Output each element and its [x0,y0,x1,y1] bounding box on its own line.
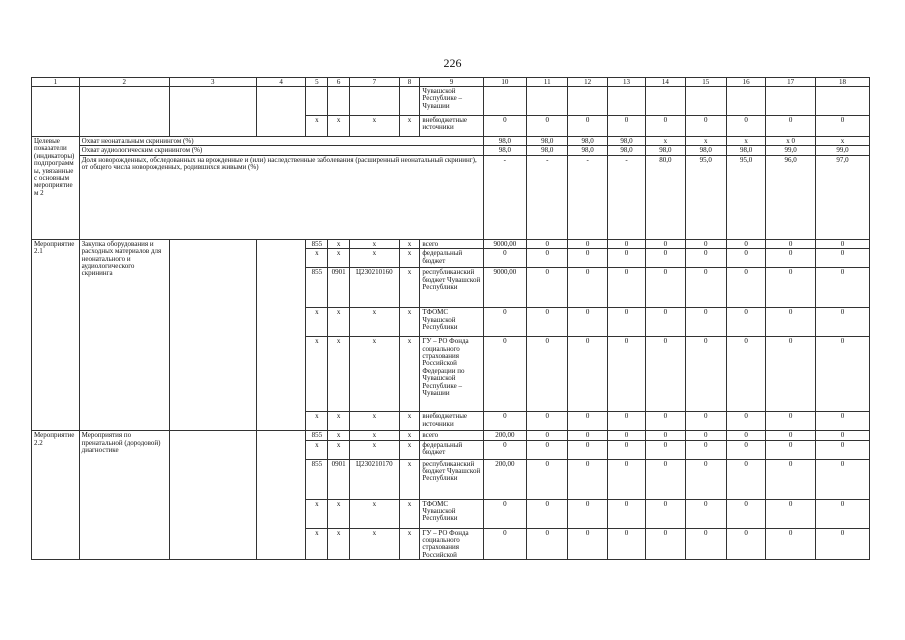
funding-source: всего [420,239,483,248]
table-cell: 0 [646,499,685,528]
table-cell: 0901 [328,459,350,499]
table-cell: 0 [766,459,816,499]
table-cell: 0 [816,337,870,412]
column-header: 16 [726,78,765,87]
table-cell: x [306,116,328,137]
table-cell [328,87,350,116]
table-cell: 0 [646,337,685,412]
indicator-text: Доля новорожденных, обследованных на врожденные и (или) наследственные заболевания (расширенный неонатальный скрининг), от общего числа новорожденных, родившихся живыми (%) [79,155,483,239]
table-cell: 9000,00 [483,239,527,248]
table-cell: 0 [646,308,685,337]
funding-source: федеральный бюджет [420,249,483,268]
table-cell [169,87,256,137]
funding-source: республиканский бюджет Чувашской Республики [420,268,483,308]
table-cell: 0 [483,412,527,431]
table-row [32,137,870,146]
table-row [32,155,870,239]
table-cell: 0 [527,499,568,528]
table-cell: 0 [646,440,685,459]
column-header: 14 [646,78,685,87]
table-cell: x [349,308,399,337]
table-cell: x [399,268,420,308]
table-cell: 0 [816,440,870,459]
table-row [32,239,870,248]
table-cell: x [726,137,765,146]
table-cell: 855 [306,239,328,248]
table-cell: 855 [306,431,328,440]
table-cell: 98,0 [483,146,527,155]
table-cell: x [349,249,399,268]
table-cell [32,87,80,137]
table-cell: x [399,528,420,560]
table-cell: 0 [685,116,726,137]
table-cell: x [328,528,350,560]
table-cell: x [399,431,420,440]
table-cell: 0 [685,412,726,431]
table-cell: 0 [685,431,726,440]
table-cell: 98,0 [483,137,527,146]
table-cell: 0 [766,440,816,459]
table-cell: 0 [527,431,568,440]
table-cell: 0 [607,459,645,499]
table-cell: x [306,440,328,459]
table-cell: 97,0 [816,155,870,239]
table-cell: 0 [766,116,816,137]
table-cell: 0 [607,528,645,560]
table-cell: x [349,528,399,560]
table-cell: 0 [607,412,645,431]
funding-source: внебюджетные источники [420,412,483,431]
table-cell: x [685,137,726,146]
table-cell: 0 [483,249,527,268]
table-cell: 0 [766,308,816,337]
indicator-text: Охват аудиологическим скринингом (%) [79,146,483,155]
table-cell: x [399,440,420,459]
table-cell: 0 [483,308,527,337]
column-header: 17 [766,78,816,87]
table-cell: 0 [527,459,568,499]
table-cell: 0 [816,249,870,268]
table-cell: 0 [527,528,568,560]
table-cell: 0 [816,459,870,499]
table-cell: 80,0 [646,155,685,239]
table-cell: x [349,239,399,248]
funding-source: федеральный бюджет [420,440,483,459]
table-cell: 0 [527,116,568,137]
table-cell: 0 [607,337,645,412]
table-cell: 855 [306,459,328,499]
table-cell: 0 [568,239,607,248]
table-cell [766,87,816,116]
table-cell: 0 [726,412,765,431]
table-cell: 0 [527,337,568,412]
table-cell: 0 [483,499,527,528]
table-cell: 0 [483,440,527,459]
table-cell: 98,0 [685,146,726,155]
table-cell: 0 [726,239,765,248]
table-cell: 0 [646,249,685,268]
table-cell: Чувашской Республике – Чувашии [420,87,483,116]
table-cell: 0 [685,499,726,528]
table-cell: x [349,440,399,459]
table-cell [256,87,306,137]
column-header: 10 [483,78,527,87]
table-cell: 0 [685,308,726,337]
table-cell: x [328,499,350,528]
column-header: 6 [328,78,350,87]
table-cell: 0 [726,528,765,560]
table-cell: 0 [816,499,870,528]
table-cell: 0 [816,308,870,337]
table-cell [79,87,169,137]
table-cell: 0 [816,431,870,440]
funding-source: ТФОМС Чувашской Республики [420,499,483,528]
table-cell: 98,0 [527,146,568,155]
table-cell: x [349,337,399,412]
table-cell: - [527,155,568,239]
table-cell: 0 [646,459,685,499]
table-cell: 99,0 [816,146,870,155]
table-cell: 0 [568,308,607,337]
table-cell: - [607,155,645,239]
table-cell: 98,0 [568,137,607,146]
table-cell: 98,0 [726,146,765,155]
table-cell: 0 [726,440,765,459]
table-cell: 0 [766,499,816,528]
table-cell: x [328,337,350,412]
table-cell: 0 [646,528,685,560]
table-cell: x [816,137,870,146]
table-cell [169,431,256,560]
table-cell: 0 [527,268,568,308]
table-cell: x 0 [766,137,816,146]
table-cell: 98,0 [568,146,607,155]
measure-label: Мероприятие 2.2 [32,431,80,560]
table-cell: x [306,499,328,528]
table-cell: 0 [816,239,870,248]
table-cell [306,87,328,116]
table-cell: 0 [685,440,726,459]
table-cell: 0 [607,249,645,268]
table-cell: 0 [646,116,685,137]
targets-label: Целевые показатели (индикаторы) подпрограммы, увязанные с основным мероприятием 2 [32,137,80,240]
table-cell: x [328,116,350,137]
table-cell [483,87,527,116]
column-header: 4 [256,78,306,87]
table-cell [568,87,607,116]
table-cell: 0 [527,412,568,431]
table-cell: 0 [568,459,607,499]
table-cell: 0 [568,528,607,560]
table-cell: 0 [816,528,870,560]
table-cell: 0 [646,239,685,248]
table-cell: x [328,308,350,337]
table-cell: 0 [483,116,527,137]
table-cell: 0 [646,268,685,308]
table-row [32,431,870,440]
table-cell: 0 [726,308,765,337]
table-cell: x [306,412,328,431]
table-cell: 0 [766,239,816,248]
table-cell: x [349,431,399,440]
table-row [32,87,870,116]
table-cell: 0 [685,459,726,499]
table-cell [349,87,399,116]
table-row [32,146,870,155]
table-cell: x [306,337,328,412]
table-cell: 0 [726,337,765,412]
table-cell: 0 [685,249,726,268]
table-cell: 0 [527,308,568,337]
program-table [31,77,870,560]
column-header: 9 [420,78,483,87]
table-cell: 0901 [328,268,350,308]
column-header: 7 [349,78,399,87]
table-cell [685,87,726,116]
table-cell [726,87,765,116]
table-cell [256,431,306,560]
table-cell: 0 [766,268,816,308]
table-cell [256,239,306,430]
table-cell [527,87,568,116]
table-cell: 96,0 [766,155,816,239]
table-cell: 0 [568,431,607,440]
table-cell: x [306,249,328,268]
column-header: 5 [306,78,328,87]
table-cell: 0 [527,239,568,248]
table-cell: 0 [568,268,607,308]
funding-source: ГУ – РО Фонда социального страхования Российской Федерации по Чувашской Республике – Чувашии [420,337,483,412]
table-cell: 0 [483,337,527,412]
table-cell: x [399,499,420,528]
table-cell [169,239,256,430]
table-cell: x [646,137,685,146]
table-cell: 0 [607,499,645,528]
measure-title: Мероприятия по пренатальной (дородовой) диагностике [79,431,169,560]
table-cell: 0 [607,440,645,459]
table-cell: 0 [766,431,816,440]
table-cell: x [349,499,399,528]
table-cell [607,87,645,116]
table-cell: 0 [483,528,527,560]
table-cell: 0 [568,412,607,431]
table-cell: x [399,412,420,431]
table-cell: - [568,155,607,239]
table-cell: 0 [646,412,685,431]
column-header: 18 [816,78,870,87]
table-cell: x [328,412,350,431]
table-cell: 0 [766,528,816,560]
table-cell: - [483,155,527,239]
table-cell [816,87,870,116]
page-number: 226 [443,56,462,70]
table-cell: x [328,440,350,459]
table-cell: 0 [685,337,726,412]
table-cell: 98,0 [527,137,568,146]
column-header: 12 [568,78,607,87]
table-cell: 200,00 [483,431,527,440]
table-cell: 0 [607,116,645,137]
table-cell: x [399,249,420,268]
table-cell: x [328,249,350,268]
table-cell: 0 [726,431,765,440]
column-header: 11 [527,78,568,87]
table-cell [646,87,685,116]
table-cell: 0 [568,116,607,137]
table-cell: 0 [685,268,726,308]
table-cell: 0 [685,528,726,560]
table-cell: x [399,239,420,248]
funding-source: всего [420,431,483,440]
table-cell: 98,0 [607,137,645,146]
funding-source: ГУ – РО Фонда социального страхования Российской [420,528,483,560]
table-cell: 0 [607,431,645,440]
table-cell: внебюджетные источники [420,116,483,137]
table-cell: x [349,116,399,137]
table-cell: 98,0 [646,146,685,155]
column-header: 15 [685,78,726,87]
column-header: 1 [32,78,80,87]
column-header: 2 [79,78,169,87]
table-cell: 99,0 [766,146,816,155]
table-cell: 98,0 [607,146,645,155]
table-row [32,78,870,87]
table-cell: 855 [306,268,328,308]
table-cell: 0 [568,440,607,459]
table-cell: x [349,412,399,431]
table-cell: 0 [685,239,726,248]
table-cell: 0 [527,440,568,459]
table-cell: 0 [766,412,816,431]
table-cell: 0 [568,499,607,528]
table-cell: x [306,308,328,337]
table-cell: 9000,00 [483,268,527,308]
column-header: 13 [607,78,645,87]
table-cell: 0 [607,268,645,308]
table-cell: Ц230210160 [349,268,399,308]
table-cell: 0 [816,268,870,308]
table-cell: 0 [726,499,765,528]
table-cell: Ц230210170 [349,459,399,499]
table-cell: x [399,459,420,499]
indicator-text: Охват неонатальным скринингом (%) [79,137,483,146]
table-cell: 0 [726,249,765,268]
table-cell: x [399,308,420,337]
table-cell: 0 [816,116,870,137]
measure-title: Закупка оборудования и расходных материалов для неонатального и аудиологического скрининга [79,239,169,430]
table-cell: x [399,116,420,137]
table-cell: 95,0 [726,155,765,239]
table-cell: x [328,239,350,248]
table-cell: 0 [568,249,607,268]
table-cell: 0 [726,268,765,308]
table-cell: x [328,431,350,440]
table-cell [399,87,420,116]
column-header: 8 [399,78,420,87]
table-cell: 0 [527,249,568,268]
measure-label: Мероприятие 2.1 [32,239,80,430]
column-header: 3 [169,78,256,87]
table-cell: 200,00 [483,459,527,499]
table-cell: 0 [568,337,607,412]
table-cell: 0 [607,239,645,248]
funding-source: республиканский бюджет Чувашской Республики [420,459,483,499]
funding-source: ТФОМС Чувашской Республики [420,308,483,337]
table-cell: 95,0 [685,155,726,239]
table-cell: x [306,528,328,560]
table-cell: 0 [726,116,765,137]
table-cell: 0 [646,431,685,440]
table-cell: 0 [766,337,816,412]
table-cell: 0 [766,249,816,268]
table-cell: 0 [816,412,870,431]
table-cell: x [399,337,420,412]
table-cell: 0 [607,308,645,337]
table-cell: 0 [726,459,765,499]
